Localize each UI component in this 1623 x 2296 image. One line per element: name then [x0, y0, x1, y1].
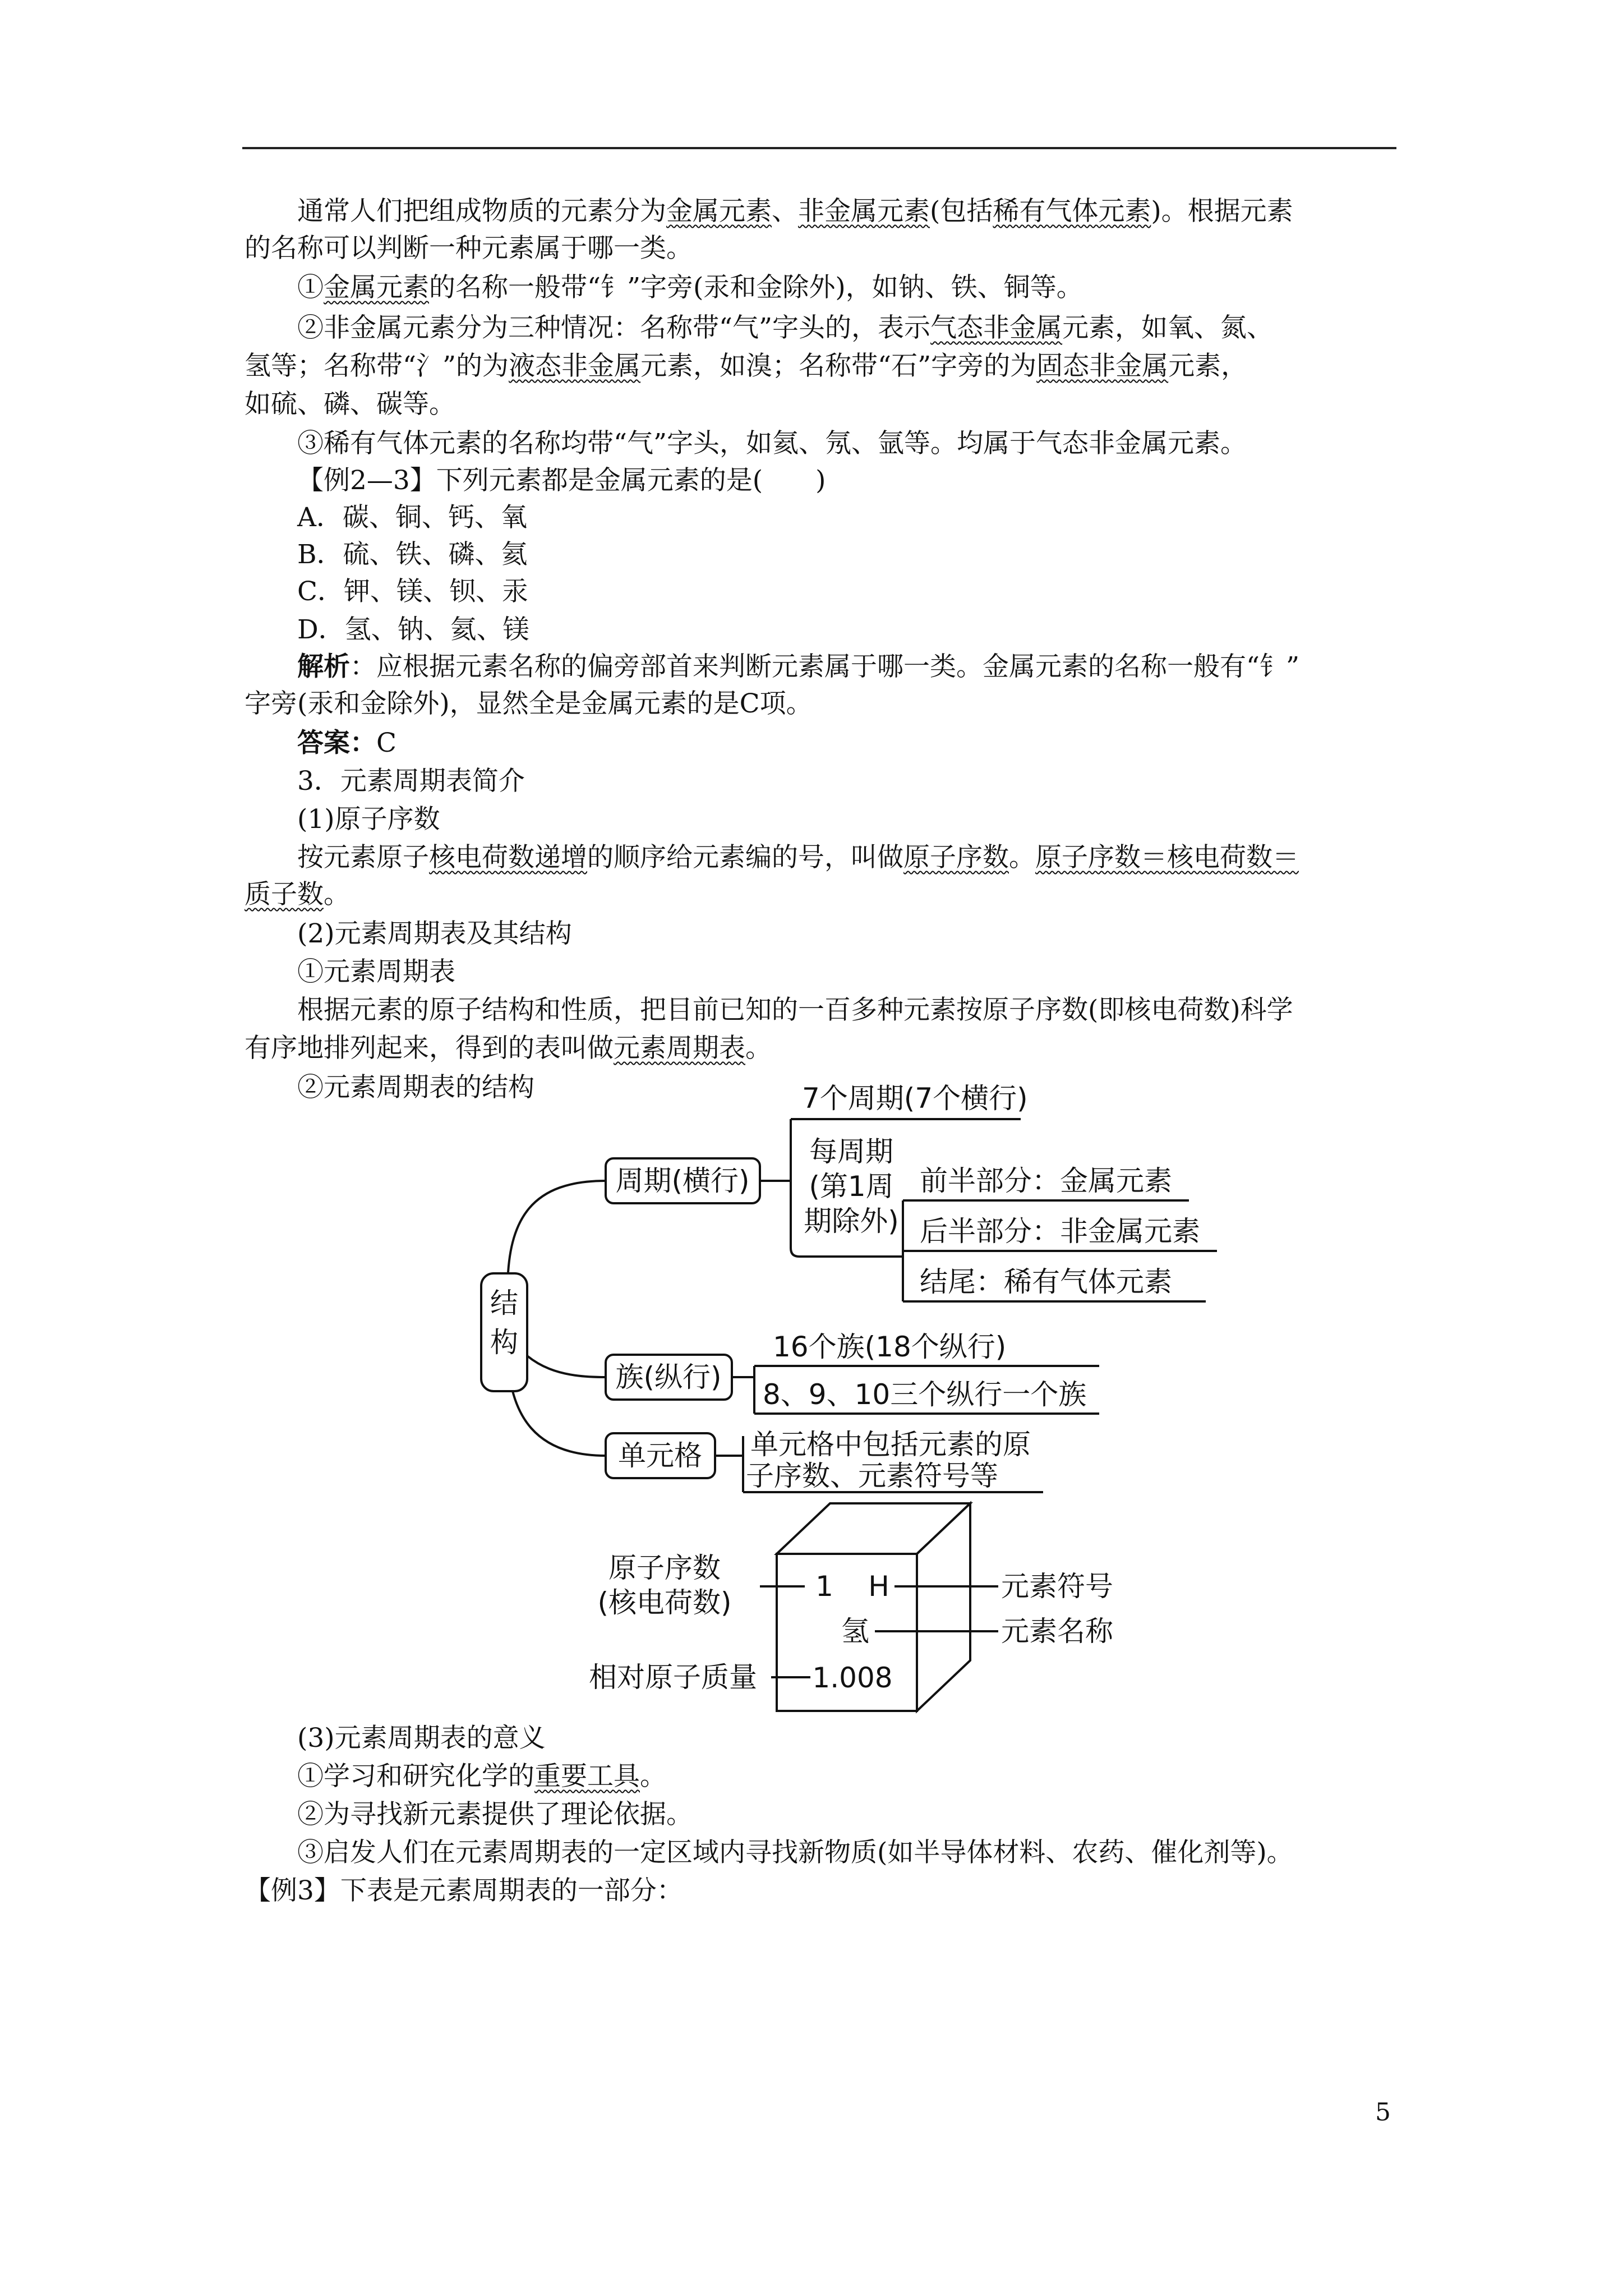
front-label: 前半部分：金属元素 — [920, 1165, 1172, 1197]
analysis-line2: 字旁(汞和金除外)，显然全是金属元素的是C项。 — [245, 688, 813, 719]
periodic-table-def-line1: 根据元素的原子结构和性质，把目前已知的一百多种元素按原子序数(即核电荷数)科学 — [297, 995, 1293, 1025]
section-3-2-heading: (2)元素周期表及其结构 — [297, 918, 572, 949]
structure-subheading: ②元素周期表的结构 — [297, 1072, 534, 1103]
cell-label: 单元格 — [618, 1439, 702, 1472]
root-label-2: 构 — [490, 1326, 518, 1359]
cell-desc-1: 单元格中包括元素的原 — [750, 1428, 1031, 1461]
cube-symbol: H — [868, 1570, 889, 1603]
mass-label: 相对原子质量 — [589, 1661, 757, 1694]
back-label: 后半部分：非金属元素 — [920, 1215, 1200, 1248]
analysis-line1: 解析：应根据元素名称的偏旁部首来判断元素属于哪一类。金属元素的名称一般有“钅” — [297, 651, 1300, 682]
cube-mass: 1.008 — [812, 1662, 893, 1694]
cube-element-name: 氢 — [841, 1615, 869, 1648]
each-period-label-3: 期除外) — [804, 1205, 899, 1237]
atomic-number-def-line2: 质子数。 — [245, 879, 350, 910]
symbol-label: 元素符号 — [1001, 1570, 1113, 1603]
rule-nonmetal-line3: 如硫、磷、碳等。 — [245, 389, 455, 420]
option-d: D．氢、钠、氦、镁 — [297, 614, 529, 645]
periodic-table-subheading: ①元素周期表 — [297, 956, 455, 987]
para-classification-line2: 的名称可以判断一种元素属于哪一类。 — [245, 233, 693, 264]
atomic-number-def-line1: 按元素原子核电荷数递增的顺序给元素编的号，叫做原子序数。原子序数＝核电荷数＝ — [297, 842, 1299, 873]
significance-1: ①学习和研究化学的重要工具。 — [297, 1761, 666, 1792]
root-label-1: 结 — [490, 1287, 518, 1319]
option-a: A．碳、铜、钙、氧 — [297, 502, 527, 533]
example-2-3-heading: 【例2—3】下列元素都是金属元素的是( ) — [297, 465, 826, 496]
period-label: 周期(横行) — [615, 1165, 750, 1197]
name-label: 元素名称 — [1001, 1615, 1113, 1648]
branch-period-curve — [508, 1181, 606, 1290]
option-c: C．钾、镁、钡、汞 — [297, 576, 528, 607]
end-label: 结尾：稀有气体元素 — [920, 1266, 1172, 1298]
section-3-title: 3．元素周期表简介 — [297, 766, 525, 797]
section-3-3-heading: (3)元素周期表的意义 — [297, 1723, 546, 1754]
para-classification-line1: 通常人们把组成物质的元素分为金属元素、非金属元素(包括稀有气体元素)。根据元素 — [297, 196, 1293, 227]
atomic-number-label-2: (核电荷数) — [597, 1586, 732, 1619]
rule-noble-gas: ③稀有气体元素的名称均带“气”字头，如氦、氖、氩等。均属于气态非金属元素。 — [297, 428, 1247, 459]
each-period-label-1: 每周期 — [809, 1135, 893, 1168]
cell-desc-2: 子序数、元素符号等 — [746, 1460, 998, 1492]
group-1-label: 16个族(18个纵行) — [773, 1331, 1007, 1363]
significance-3: ③启发人们在元素周期表的一定区域内寻找新物质(如半导体材料、农药、催化剂等)。 — [297, 1837, 1293, 1868]
cube-atomic-number: 1 — [815, 1570, 833, 1603]
rule-metal: ①金属元素的名称一般带“钅”字旁(汞和金除外)，如钠、铁、铜等。 — [297, 272, 1083, 303]
group-2-label: 8、9、10三个纵行一个族 — [763, 1378, 1087, 1411]
rule-nonmetal-line1: ②非金属元素分为三种情况：名称带“气”字头的，表示气态非金属元素，如氧、氮、 — [297, 312, 1274, 343]
option-b: B．硫、铁、磷、氦 — [297, 539, 528, 570]
each-period-label-2: (第1周 — [809, 1170, 894, 1203]
period-top-label: 7个周期(7个横行) — [802, 1082, 1028, 1115]
example-3-heading: 【例3】下表是元素周期表的一部分： — [245, 1875, 683, 1906]
atomic-number-label-1: 原子序数 — [608, 1552, 721, 1584]
group-label: 族(纵行) — [615, 1361, 722, 1393]
rule-nonmetal-line2: 氢等；名称带“氵”的为液态非金属元素，如溴；名称带“石”字旁的为固态非金属元素， — [245, 351, 1248, 381]
section-3-1-heading: (1)原子序数 — [297, 804, 440, 835]
page-number: 5 — [1375, 2098, 1391, 2127]
answer: 答案：C — [297, 728, 396, 758]
periodic-table-def-line2: 有序地排列起来，得到的表叫做元素周期表。 — [245, 1033, 772, 1064]
significance-2: ②为寻找新元素提供了理论依据。 — [297, 1799, 693, 1830]
